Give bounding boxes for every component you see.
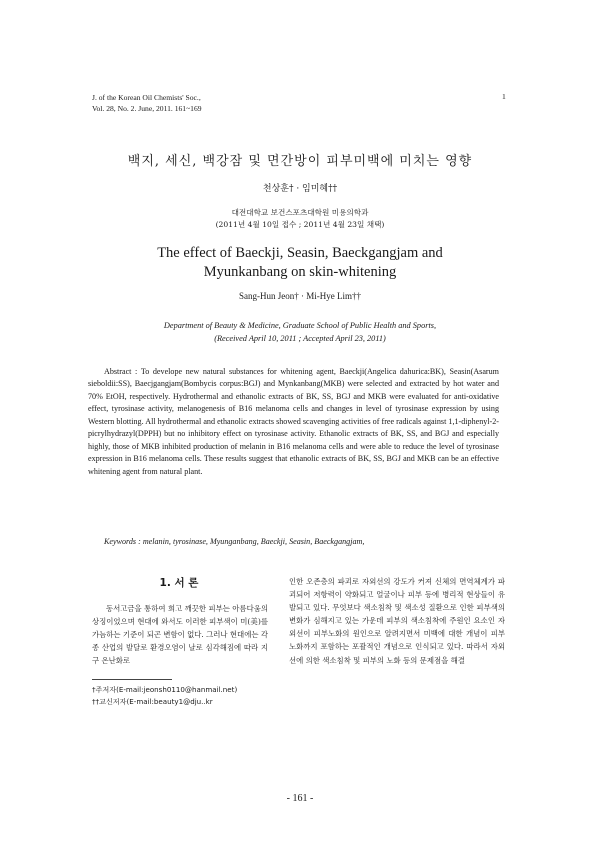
english-title (0, 244, 600, 282)
footnote-co-author: ††교신저자(E-mail:beauty1@dju..kr (92, 697, 213, 706)
korean-affiliation: 대전대학교 보건스포츠대학원 미용의학과 (231, 208, 369, 217)
footnote-rule (92, 679, 172, 680)
header-page-number: 1 (502, 92, 506, 101)
korean-authors: 천상훈† · 임미혜†† (262, 184, 338, 194)
english-affiliation-block (0, 320, 600, 345)
english-affiliation: Department of Beauty & Medicine, Graduate School of Public Health and Sports, (163, 321, 437, 330)
footnote-corresponding-author: †주저자(E-mail:jeonsh0110@hanmail.net) (92, 685, 238, 694)
running-head (92, 92, 202, 114)
body-column-right: 인한 오존층의 파괴로 자외선의 강도가 커져 신체의 면역체계가 파괴되어 저항력이 약화되고 얼굴이나 피부 등에 병리적 현상들이 유발되고 있다. 무엇보다 색소침착 및 색소성 질환으로 인한 피부색의 변화가 심해지고 있는 가운데 피부의 색소침착에 주원인 요소인 자외선이 피부노화의 원인으로 알려지면서 미백에 대한 개념이 피부노화까지 포함하는 포괄적인 개념으로 인식되고 있다. 따라서 자외선에 의한 색소침착 및 피부의 노화 등의 문제점을 해결 (289, 577, 505, 665)
journal-name: J. of the Korean Oil Chemists' Soc., (92, 93, 201, 102)
body-column-left: 동서고금을 통하여 희고 깨끗한 피부는 아름다움의 상징이었으며 현대에 와서도 이러한 피부색이 미(美)를 가늠하는 기준이 되곤 변함이 없다. 그러나 현대에는 각종 산업의 발달로 환경오염이 날로 심각해짐에 따라 지구 온난화로 (92, 604, 268, 666)
korean-title: 백지, 세신, 백강잠 및 면간방이 피부미백에 미치는 영향 (127, 154, 473, 169)
english-authors: Sang-Hun Jeon† · Mi-Hye Lim†† (239, 291, 361, 301)
abstract-label: Abstract : (104, 367, 138, 376)
abstract (88, 366, 499, 478)
english-dates: (Received April 10, 2011 ; Accepted April 23, 2011) (214, 333, 386, 343)
korean-dates: (2011년 4월 10일 접수 ; 2011년 4월 23일 채택) (215, 220, 385, 229)
english-title-line-2: Myunkanbang on skin-whitening (203, 264, 397, 280)
journal-volume: Vol. 28, No. 2. June, 2011. 161~169 (92, 104, 202, 113)
footer-page-number: - 161 - (286, 793, 314, 804)
abstract-text: To develope new natural substances for whitening agent, Baeckji(Angelica dahurica:BK), Seasin(Asarum sieboldii:SS), Baecjgangjam(Bombycis corpus:BGJ) and Mynkanbang(MKB) were selected and extracted by hot water and 70% EtOH, respectively. Hydrothermal and ethanolic extracts of BK, SS, BGJ and MKB were evaluated for anti-oxidative effect, tyrosinase activity, melanogenesis of B16 melanoma cells and changes in level of tyrosinase expression by using Western blotting. All hydrothermal and ethanolic extracts showed scavenging activities of free radicals against 1,1-diphenyl-2-picrylhydrazyl(DPPH) but no inhibitory effect on tyrosinase activity. Ethanolic extracts of BK, SS, and BGJ and especially highly, those of MKB inhibited production of melanin in B16 melanoma cells and were able to reduce the level of tyrosinase expression in B16 melanoma cells. These results suggest that ethanolic extracts of BK, SS, BGJ and MKB can be an effective whitening agent from natural plant. (88, 367, 499, 476)
korean-affiliation-block (0, 207, 600, 231)
english-title-line-1: The effect of Baeckji, Seasin, Baeckgangjam and (157, 245, 443, 261)
keywords: Keywords : melanin, tyrosinase, Myunganbang, Baeckji, Seasin, Baeckgangjam, (104, 537, 365, 546)
section-heading-introduction: 1. 서 론 (159, 577, 199, 589)
